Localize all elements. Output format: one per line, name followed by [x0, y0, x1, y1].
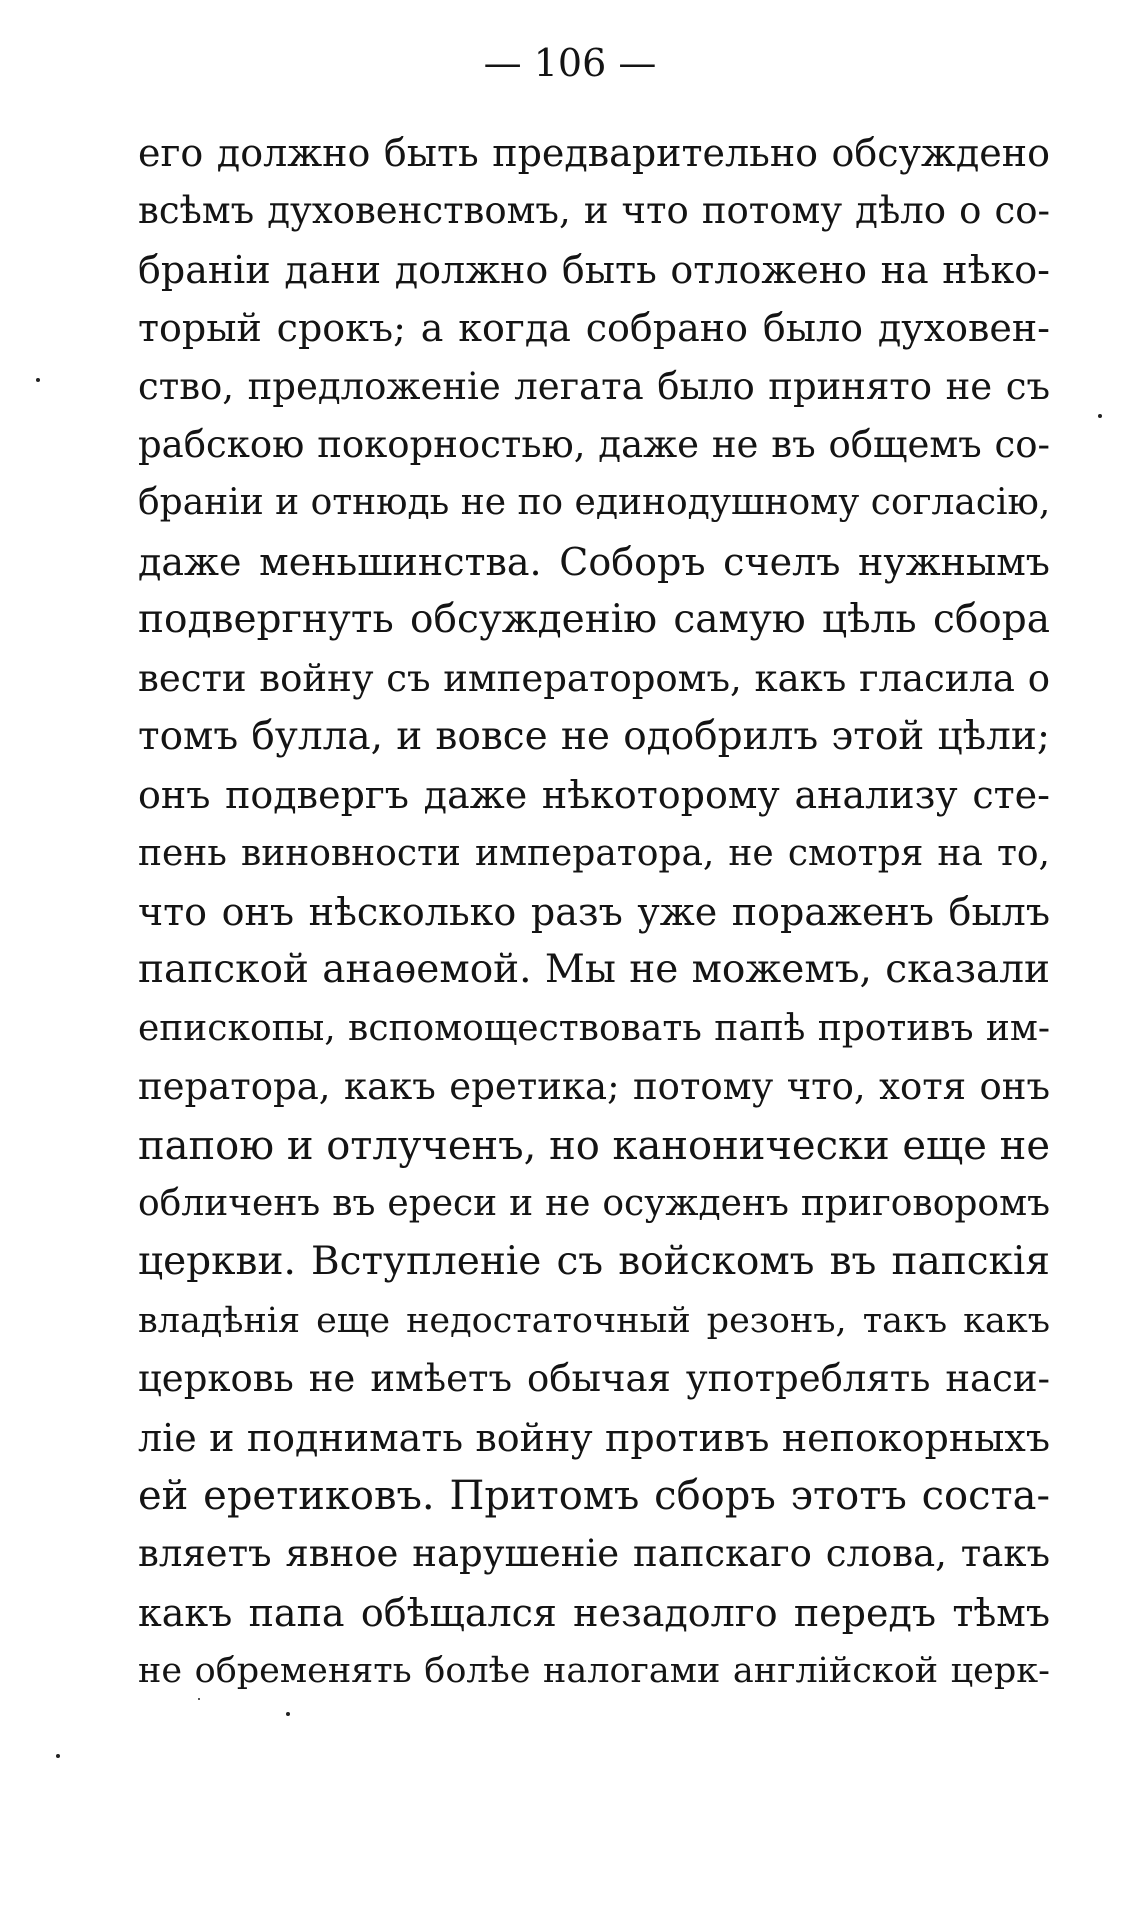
text-line: ство, предложеніе легата было принято не съ: [138, 364, 1050, 408]
text-line: браніи и отнюдь не по единодушному согласію,: [138, 482, 1050, 524]
text-line: папской анаѳемой. Мы не можемъ, сказали: [138, 947, 1050, 993]
text-line: ей еретиковъ. Притомъ сборъ этотъ соста-: [138, 1472, 1050, 1519]
text-line: томъ булла, и вовсе не одобрилъ этой цѣли;: [138, 713, 1050, 759]
text-line: церковь не имѣетъ обычая употреблять наси-: [138, 1357, 1050, 1401]
text-line: папою и отлученъ, но канонически еще не: [138, 1122, 1050, 1169]
text-line: рабскою покорностью, даже не въ общемъ со-: [138, 422, 1050, 466]
text-line: всѣмъ духовенствомъ, и что потому дѣло о со-: [138, 189, 1050, 233]
text-line: пень виновности императора, не смотря на то,: [138, 832, 1050, 874]
text-line: епископы, вспомоществовать папѣ противъ им-: [138, 1007, 1050, 1049]
scan-speck: [36, 378, 40, 382]
text-line: обличенъ въ ереси и не осужденъ приговоромъ: [138, 1183, 1050, 1225]
scan-speck: [1098, 414, 1102, 418]
scan-speck: [286, 1712, 290, 1716]
text-line: что онъ нѣсколько разъ уже пораженъ былъ: [138, 890, 1050, 935]
text-line: его должно быть предварительно обсуждено: [138, 131, 1050, 175]
text-line: владѣнія еще недостаточный резонъ, такъ какъ: [138, 1300, 1050, 1341]
text-line: даже меньшинства. Соборъ счелъ нужнымъ: [138, 539, 1050, 584]
text-line: вляетъ явное нарушеніе папскаго слова, такъ: [138, 1532, 1050, 1576]
text-line: ператора, какъ еретика; потому что, хотя онъ: [138, 1065, 1050, 1109]
text-line: церкви. Вступленіе съ войскомъ въ папскія: [138, 1239, 1050, 1285]
text-line: торый срокъ; а когда собрано было духовен-: [138, 306, 1050, 351]
body-text: [138, 124, 1050, 1701]
text-line: онъ подвергъ даже нѣкоторому анализу сте-: [138, 773, 1050, 818]
scan-speck: [56, 1754, 60, 1758]
text-line: какъ папа обѣщался незадолго передъ тѣмъ: [138, 1590, 1050, 1635]
text-line: вести войну съ императоромъ, какъ гласила о: [138, 656, 1050, 700]
scan-speck: [198, 1698, 200, 1700]
page-number: — 106 —: [483, 41, 657, 85]
text-line: ліе и поднимать войну противъ непокорныхъ: [138, 1415, 1050, 1460]
text-line: подвергнуть обсужденію самую цѣль сбора: [138, 597, 1050, 643]
text-line: не обременять болѣе налогами англійской церк-: [138, 1651, 1050, 1692]
text-line: браніи дани должно быть отложено на нѣко-: [138, 247, 1050, 292]
